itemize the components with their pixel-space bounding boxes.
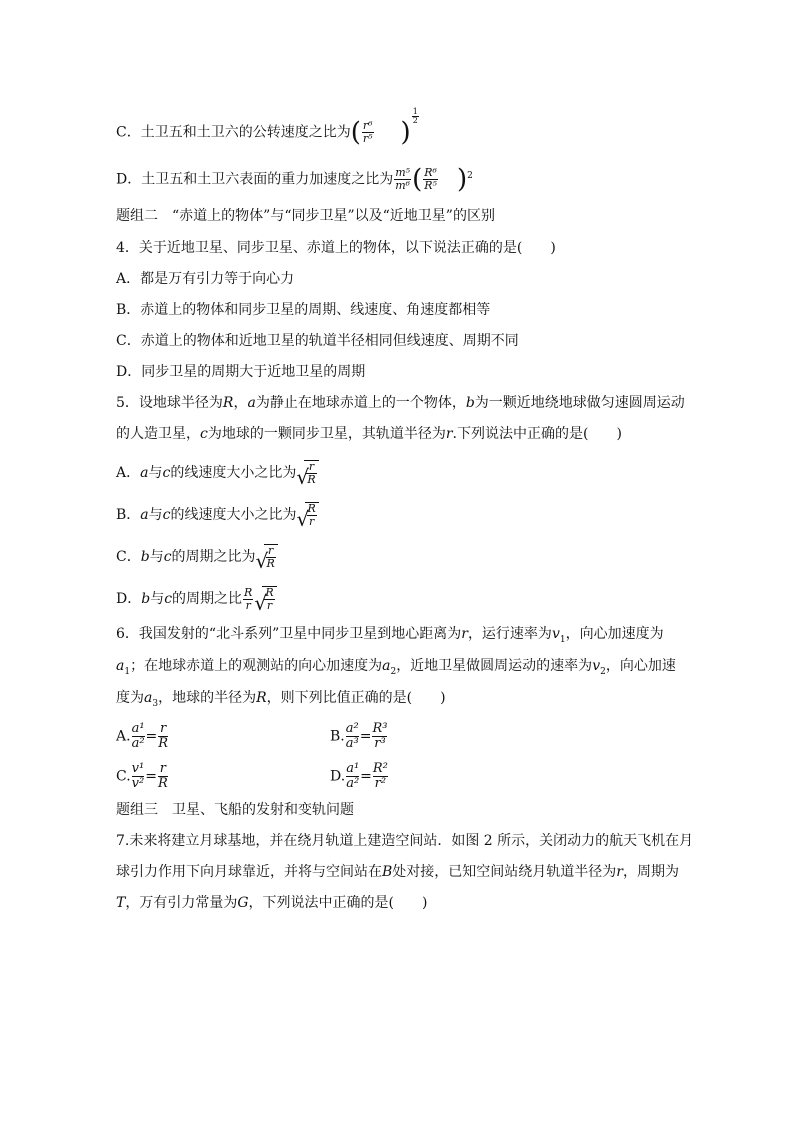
var-R: R [222,395,234,411]
option-3c-text: C．土卫五和土卫六的公转速度之比为 [116,124,351,141]
var-b: b [465,395,475,411]
q6-stem-line1 [116,624,664,650]
radius-numerator: R⁶ [424,166,437,180]
text: 与 [148,507,163,523]
text: 为地球的一颗同步卫星，其轨道半径为 [207,426,446,442]
var-B: B [382,864,393,880]
numerator: R [307,502,316,515]
text: ，下列说法中正确的是( ) [248,895,428,911]
sqrt-sign: √ [255,549,269,573]
text: 与 [149,549,164,565]
var-b: b [140,549,150,565]
numerator: v¹ [131,761,145,776]
exponent: 2 [467,171,473,181]
text: 与 [148,465,163,481]
var-a: a [247,395,256,411]
denominator: a³ [345,736,359,751]
text: 度为 [116,690,144,706]
fraction [243,587,253,612]
var-r: r [616,864,623,880]
numerator: a² [345,721,359,736]
q7-stem-line1: 7.未来将建立月球基地，并在绕月轨道上建造空间站．如图 2 所示，关闭动力的航天飞机在月 [116,833,694,849]
text: ，则下列比值正确的是( ) [266,690,446,706]
denominator: R [157,776,168,791]
option-label: A. [116,728,131,745]
radius-fraction [423,167,438,192]
text: 为一颗近地绕地球做匀速圆周运动 [474,395,685,411]
text: 的线速度大小之比为 [170,507,297,523]
exponent-den: 2 [412,116,418,125]
subscript: 1 [124,666,131,677]
text: ，向心加速度为 [565,626,664,642]
var-a: a [144,690,153,706]
var-c: c [164,591,173,607]
var-G: G [237,895,249,911]
equals: = [360,768,372,785]
mass-numerator: m⁵ [395,166,411,180]
numerator: r [306,461,316,474]
exponent-num: 1 [412,107,418,116]
text: ，近地卫星做圆周运动的速率为 [396,658,593,674]
numerator: R³ [372,721,388,736]
paren-open: ( [350,117,361,148]
denominator: r³ [374,736,386,751]
text: 处对接，已知空间站绕月轨道半径为 [392,864,617,880]
subscript: 1 [559,634,566,645]
option-3d-text: D．土卫五和土卫六表面的重力加速度之比为 [116,171,394,188]
group3-heading: 题组三 卫星、飞船的发射和变轨问题 [116,802,354,818]
denominator: r [245,598,251,612]
option-label: D． [116,591,142,607]
q4-option-c: C．赤道上的物体和近地卫星的轨道半径相同但线速度、周期不同 [116,333,519,349]
text: ，运行速率为 [467,626,552,642]
var-c: c [162,465,171,481]
numerator: a¹ [346,761,360,776]
text: 的周期之比 [172,591,243,607]
mass-denominator: m⁶ [395,179,411,193]
sqrt-sign: √ [296,465,310,489]
var-a: a [140,507,149,523]
var-v: v [551,626,560,642]
text: ，向心加速 [605,658,676,674]
q4-option-d: D．同步卫星的周期大于近地卫星的周期 [116,364,366,380]
q6-option-c [116,762,169,791]
q6-option-d [330,762,389,791]
q5-option-b [116,502,319,531]
q5-option-c [116,544,278,573]
var-c: c [162,507,171,523]
equals: = [359,728,372,745]
text: 与 [150,591,165,607]
text: 球引力作用下向月球靠近，并将与空间站在 [116,864,382,880]
denominator: r² [374,776,387,791]
q5-stem-line1 [116,393,685,413]
fraction-numerator: r⁶ [362,119,373,132]
q7-stem-line3 [116,893,427,913]
numerator: R [244,585,253,599]
option-label: C. [116,768,131,785]
numerator: r [159,761,166,776]
numerator: a¹ [131,721,145,736]
denominator: v² [131,776,145,791]
denominator: R [266,557,275,570]
option-label: D. [330,768,346,785]
q6-stem-line2 [116,656,676,682]
ratio-fraction [362,120,374,145]
paren-close: ) [400,117,411,148]
q4-stem: 4．关于近地卫星、同步卫星、赤道上的物体，以下说法正确的是( ) [116,240,556,256]
var-r: r [461,626,468,642]
option-3c [116,107,420,148]
text: 的周期之比为 [171,549,256,565]
sqrt [254,586,276,615]
radius-denominator: R⁵ [424,179,437,193]
option-label: B． [116,507,141,523]
var-b: b [141,591,151,607]
denominator: a² [131,736,145,751]
numerator: R² [372,761,388,776]
paren-open: ( [412,164,423,195]
text: ，万有引力常量为 [125,895,238,911]
denominator: r [266,599,273,612]
text: ；在地球赤道上的观测站的向心加速度为 [130,658,383,674]
sqrt-sign: √ [254,591,268,615]
numerator: r [266,545,276,558]
q5-stem-line2 [116,424,622,444]
group2-heading: 题组二 “赤道上的物体”与“同步卫星”以及“近地卫星”的区别 [116,208,495,224]
subscript: 2 [600,666,606,677]
var-r: r [445,426,453,442]
option-label: B. [330,728,345,745]
q6-stem-line3 [116,688,446,714]
q4-option-a: A．都是万有引力等于向心力 [116,271,295,287]
equals: = [145,728,158,745]
text: 为静止在地球赤道上的一个物体， [255,395,466,411]
q5-option-d [116,585,277,615]
option-label: C． [116,549,141,565]
q6-option-b [330,722,388,751]
mass-fraction [394,167,411,192]
option-3d [116,164,473,195]
denominator: R [307,473,316,486]
var-v: v [592,658,601,674]
q5-option-a [116,460,319,489]
sqrt-sign: √ [296,507,310,531]
text: ， [233,395,248,411]
text: 5．设地球半径为 [116,395,223,411]
sqrt [296,460,318,489]
equals: = [145,768,157,785]
numerator: R [265,586,274,599]
var-a: a [382,658,391,674]
subscript: 2 [390,666,397,677]
denominator: R [158,736,169,751]
sqrt [296,502,319,531]
var-a: a [140,465,149,481]
numerator: r [160,721,167,736]
var-c: c [163,549,172,565]
var-a: a [116,658,125,674]
text: 6．我国发射的“北斗系列”卫星中同步卫星到地心距离为 [116,626,462,642]
var-T: T [116,895,126,911]
text: 的线速度大小之比为 [170,465,297,481]
exponent [412,108,419,125]
option-label: A． [116,465,141,481]
denominator: a² [346,776,360,791]
var-c: c [200,426,208,442]
text: .下列说法中正确的是( ) [452,426,622,442]
subscript: 3 [152,698,159,709]
q7-stem-line2 [116,862,679,882]
q4-option-b: B．赤道上的物体和同步卫星的周期、线速度、角速度都相等 [116,302,491,318]
text: ，周期为 [623,864,679,880]
sqrt [255,544,278,573]
fraction-denominator: r⁵ [362,132,373,145]
denominator: r [309,515,315,528]
paren-close: ) [456,164,468,195]
q6-option-a [116,722,169,751]
var-R: R [256,690,267,706]
text: ，地球的半径为 [158,690,257,706]
text: 的人造卫星， [116,426,200,442]
